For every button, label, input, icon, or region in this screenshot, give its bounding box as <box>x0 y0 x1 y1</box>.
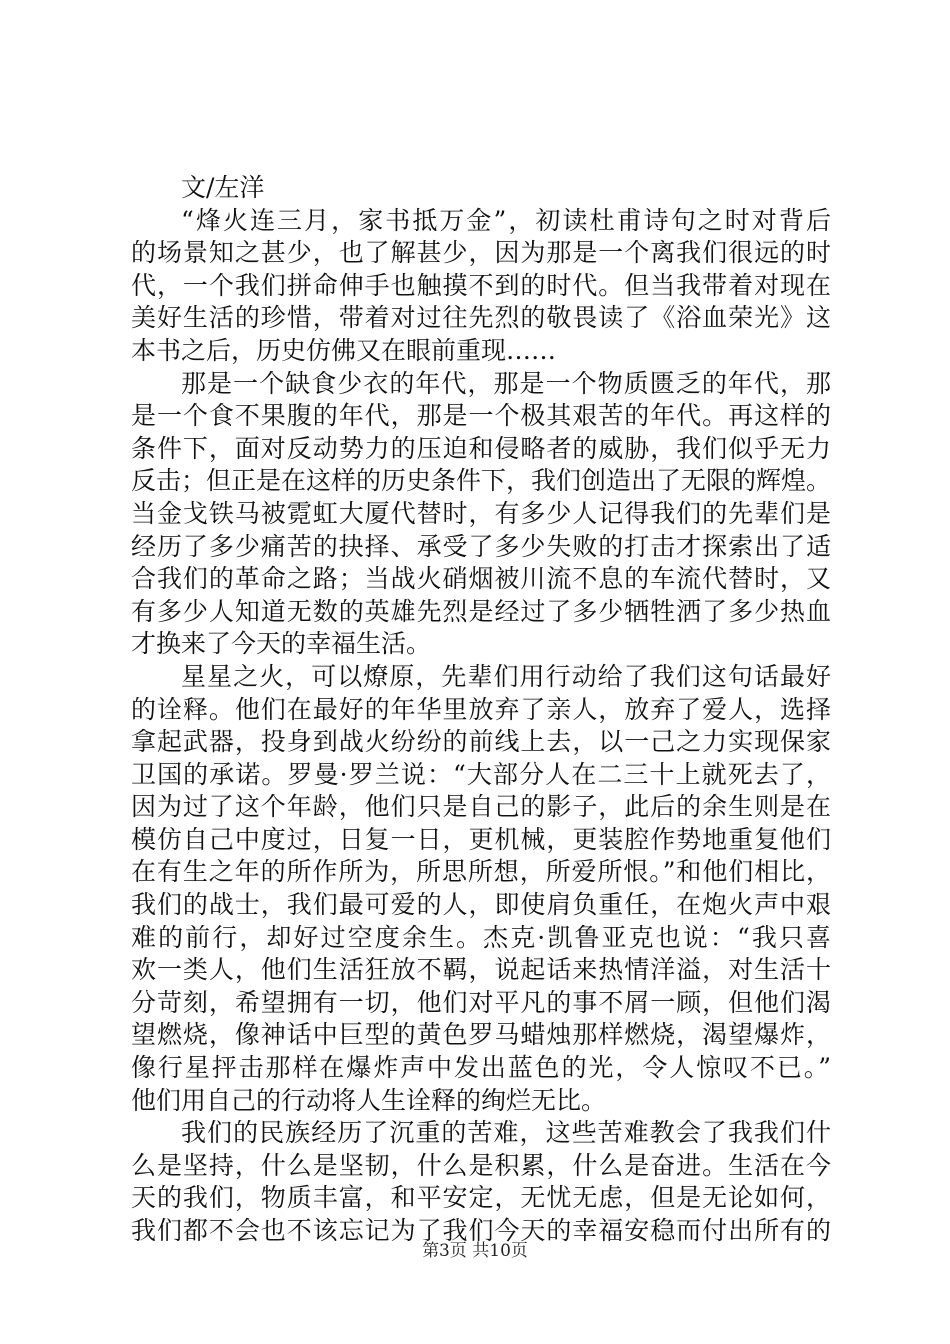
paragraph-line: 那是一个缺食少衣的年代，那是一个物质匮乏的年代，那 <box>181 368 831 398</box>
paragraph-line: 经历了多少痛苦的抉择、承受了多少失败的打击才探索出了适 <box>131 531 831 561</box>
paragraph-line: 条件下，面对反动势力的压迫和侵略者的威胁，我们似乎无力 <box>131 433 831 463</box>
paragraph-line: 天的我们，物质丰富，和平安定，无忧无虑，但是无论如何， <box>131 1183 831 1213</box>
paragraph-line: 我们的战士，我们最可爱的人，即使肩负重任，在炮火声中艰 <box>131 890 831 920</box>
paragraph-line: “烽火连三月，家书抵万金”，初读杜甫诗句之时对背后 <box>181 205 831 235</box>
paragraph-line: 难的前行，却好过空度余生。杰克·凯鲁亚克也说：“我只喜 <box>131 922 831 952</box>
paragraph-line: 像行星抨击那样在爆炸声中发出蓝色的光，令人惊叹不已。” <box>131 1053 831 1083</box>
paragraph-line: 反击；但正是在这样的历史条件下，我们创造出了无限的辉煌。 <box>131 466 831 496</box>
paragraph-line: 欢一类人，他们生活狂放不羁，说起话来热情洋溢，对生活十 <box>131 955 831 985</box>
paragraph-line: 美好生活的珍惜，带着对过往先烈的敬畏读了《浴血荣光》这 <box>131 303 831 333</box>
paragraph-line: 分苛刻，希望拥有一切，他们对平凡的事不屑一顾，但他们渴 <box>131 987 831 1017</box>
paragraph-line: 本书之后，历史仿佛又在眼前重现…… <box>131 335 557 365</box>
paragraph-line: 的诠释。他们在最好的年华里放弃了亲人，放弃了爱人，选择 <box>131 694 831 724</box>
paragraph-line: 因为过了这个年龄，他们只是自己的影子，此后的余生则是在 <box>131 792 831 822</box>
paragraph-line: 有多少人知道无数的英雄先烈是经过了多少牺牲洒了多少热血 <box>131 596 831 626</box>
paragraph-line: 的场景知之甚少，也了解甚少，因为那是一个离我们很远的时 <box>131 238 831 268</box>
paragraph-line: 当金戈铁马被霓虹大厦代替时，有多少人记得我们的先辈们是 <box>131 498 831 528</box>
paragraph-line: 卫国的承诺。罗曼·罗兰说：“大部分人在二三十上就死去了， <box>131 759 831 789</box>
paragraph-line: 合我们的革命之路；当战火硝烟被川流不息的车流代替时，又 <box>131 564 831 594</box>
paragraph-line: 在有生之年的所作所为，所思所想，所爱所恨。”和他们相比， <box>131 857 831 887</box>
paragraph-line: 代，一个我们拼命伸手也触摸不到的时代。但当我带着对现在 <box>131 270 831 300</box>
article-body <box>131 172 831 1248</box>
paragraph-line: 我们都不会也不该忘记为了我们今天的幸福安稳而付出所有的 <box>131 1216 831 1245</box>
paragraph-line: 么是坚持，什么是坚韧，什么是积累，什么是奋进。生活在今 <box>131 1150 831 1180</box>
paragraph-line: 我们的民族经历了沉重的苦难，这些苦难教会了我我们什 <box>181 1118 831 1148</box>
paragraph-line: 才换来了今天的幸福生活。 <box>131 629 432 659</box>
paragraph-line: 他们用自己的行动将人生诠释的绚烂无比。 <box>131 1085 607 1115</box>
paragraph-line: 拿起武器，投身到战火纷纷的前线上去，以一己之力实现保家 <box>131 727 831 757</box>
paragraph-line: 是一个食不果腹的年代，那是一个极其艰苦的年代。再这样的 <box>131 401 831 431</box>
paragraph-line: 模仿自己中度过，日复一日，更机械，更装腔作势地重复他们 <box>131 824 831 854</box>
paragraph-line: 望燃烧，像神话中巨型的黄色罗马蜡烛那样燃烧，渴望爆炸， <box>131 1020 831 1050</box>
paragraph-line: 星星之火，可以燎原，先辈们用行动给了我们这句话最好 <box>181 661 831 691</box>
page-number-footer: 第3页 共10页 <box>422 1241 528 1261</box>
author-line: 文/左洋 <box>181 173 265 202</box>
